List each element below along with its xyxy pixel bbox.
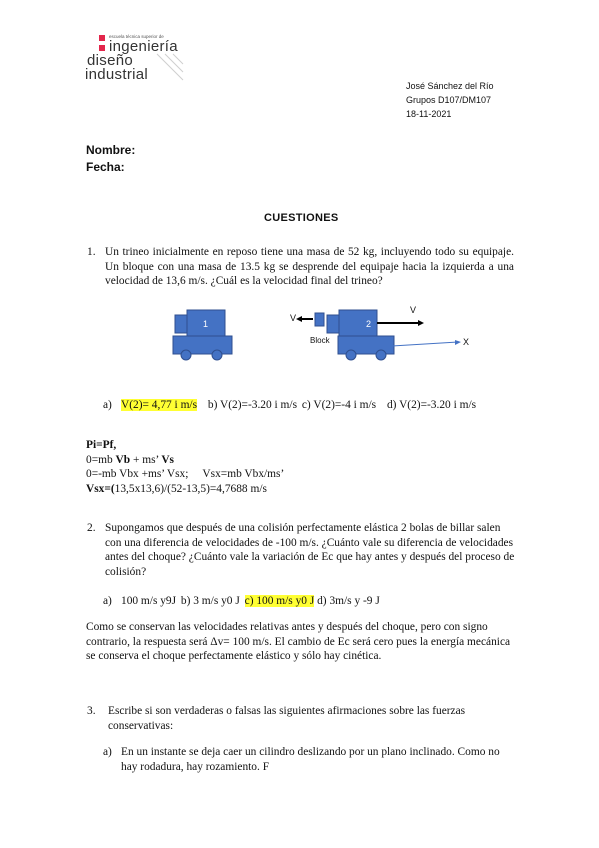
q3-number: 3. [87, 705, 96, 717]
q2-option-a: 100 m/s y9J [121, 595, 177, 607]
q2-explanation: Como se conservan las velocidades relativas antes y después del choque, pero con signo contrario, la respuesta será Δv= 100 m/s. El cambio de Ec será cero pues la energía mecánica se conserva el choque perfectamente elástico y sólo hay cinética. [86, 621, 511, 663]
q3-item-a: En un instante se deja caer un cilindro deslizando por un plano inclinado. Como no hay rodadura, hay rozamiento. F [121, 746, 500, 773]
q2-option-c: c) 100 m/s y0 J [244, 595, 315, 607]
q2-option-b: b) 3 m/s y0 J [180, 595, 240, 607]
q2-options-row [121, 594, 380, 609]
q2-option-d: d) 3m/s y -9 J [317, 595, 380, 607]
sol-line2-vs: Vs [161, 453, 174, 466]
q2-text: Supongamos que después de una colisión perfectamente elástica 2 bolas de billar salen con una diferencia de velocidades de -100 m/s. ¿Cuánto vale su diferencia de velocidades antes del choque? ¿Cuánto vale la variación de Ec que hay antes y después del proceso de colisión? [105, 522, 515, 578]
q1-options-row [121, 398, 476, 413]
logo [85, 32, 195, 84]
sol-line2-vb: Vb [115, 453, 131, 466]
sled-1 [173, 310, 232, 360]
sled-1-label: 1 [203, 319, 209, 329]
sol-line4-bold: Vsx=( [86, 482, 115, 495]
sol-line2-mid: + ms’ [130, 453, 162, 466]
q2-number: 2. [87, 522, 96, 534]
logo-line2: diseño [87, 52, 134, 69]
header-author: José Sánchez del Río [406, 81, 494, 91]
q1-number: 1. [87, 246, 96, 258]
sol-line1: Pi=Pf, [86, 439, 117, 451]
v-right-label: V [410, 305, 417, 315]
sol-line3: 0=-mb Vbx +ms’ Vsx; Vsx=mb Vbx/ms’ [86, 468, 285, 481]
sled-2-label: 2 [366, 319, 372, 329]
sol-line4-rest: 13,5x13,6)/(52-13,5)=4,7688 m/s [114, 482, 267, 495]
axis-x-label: X [463, 337, 470, 347]
q1-figure [170, 305, 480, 367]
q2-option-letter: a) [103, 595, 112, 607]
block-label: Block [310, 336, 330, 345]
header-date: 18-11-2021 [406, 109, 452, 119]
q3-item-a-letter: a) [103, 746, 112, 758]
q1-option-b: b) V(2)=-3.20 i m/s [207, 399, 297, 411]
q1-text: Un trineo inicialmente en reposo tiene una masa de 52 kg, incluyendo todo su equipaje. Un bloque con una masa de 13.5 kg se desprende del equipaje hacia la izquierda a una velocidad de 13,6 m/s. ¿Cuál es la velocidad final del trineo? [105, 246, 514, 288]
logo-tagline: escuela técnica superior de [109, 34, 164, 39]
logo-line3: industrial [85, 66, 149, 83]
v-left-label: V [290, 313, 297, 323]
q1-option-a: V(2)= 4,77 i m/s [121, 399, 198, 411]
sol-line2-pre: 0=mb [86, 453, 116, 466]
header-groups: Grupos D107/DM107 [406, 95, 492, 105]
section-title: CUESTIONES [264, 212, 339, 224]
q1-option-d: d) V(2)=-3.20 i m/s [386, 399, 477, 411]
sled-2 [327, 310, 394, 360]
name-label: Nombre: [86, 143, 136, 157]
q1-solution [86, 438, 284, 496]
q1-option-letter: a) [103, 399, 112, 411]
logo-line1: ingeniería [109, 38, 178, 55]
date-label: Fecha: [86, 160, 125, 174]
q1-option-c: c) V(2)=-4 i m/s [301, 399, 377, 411]
q3-text: Escribe si son verdaderas o falsas las siguientes afirmaciones sobre las fuerzas conservativas: [108, 705, 466, 732]
